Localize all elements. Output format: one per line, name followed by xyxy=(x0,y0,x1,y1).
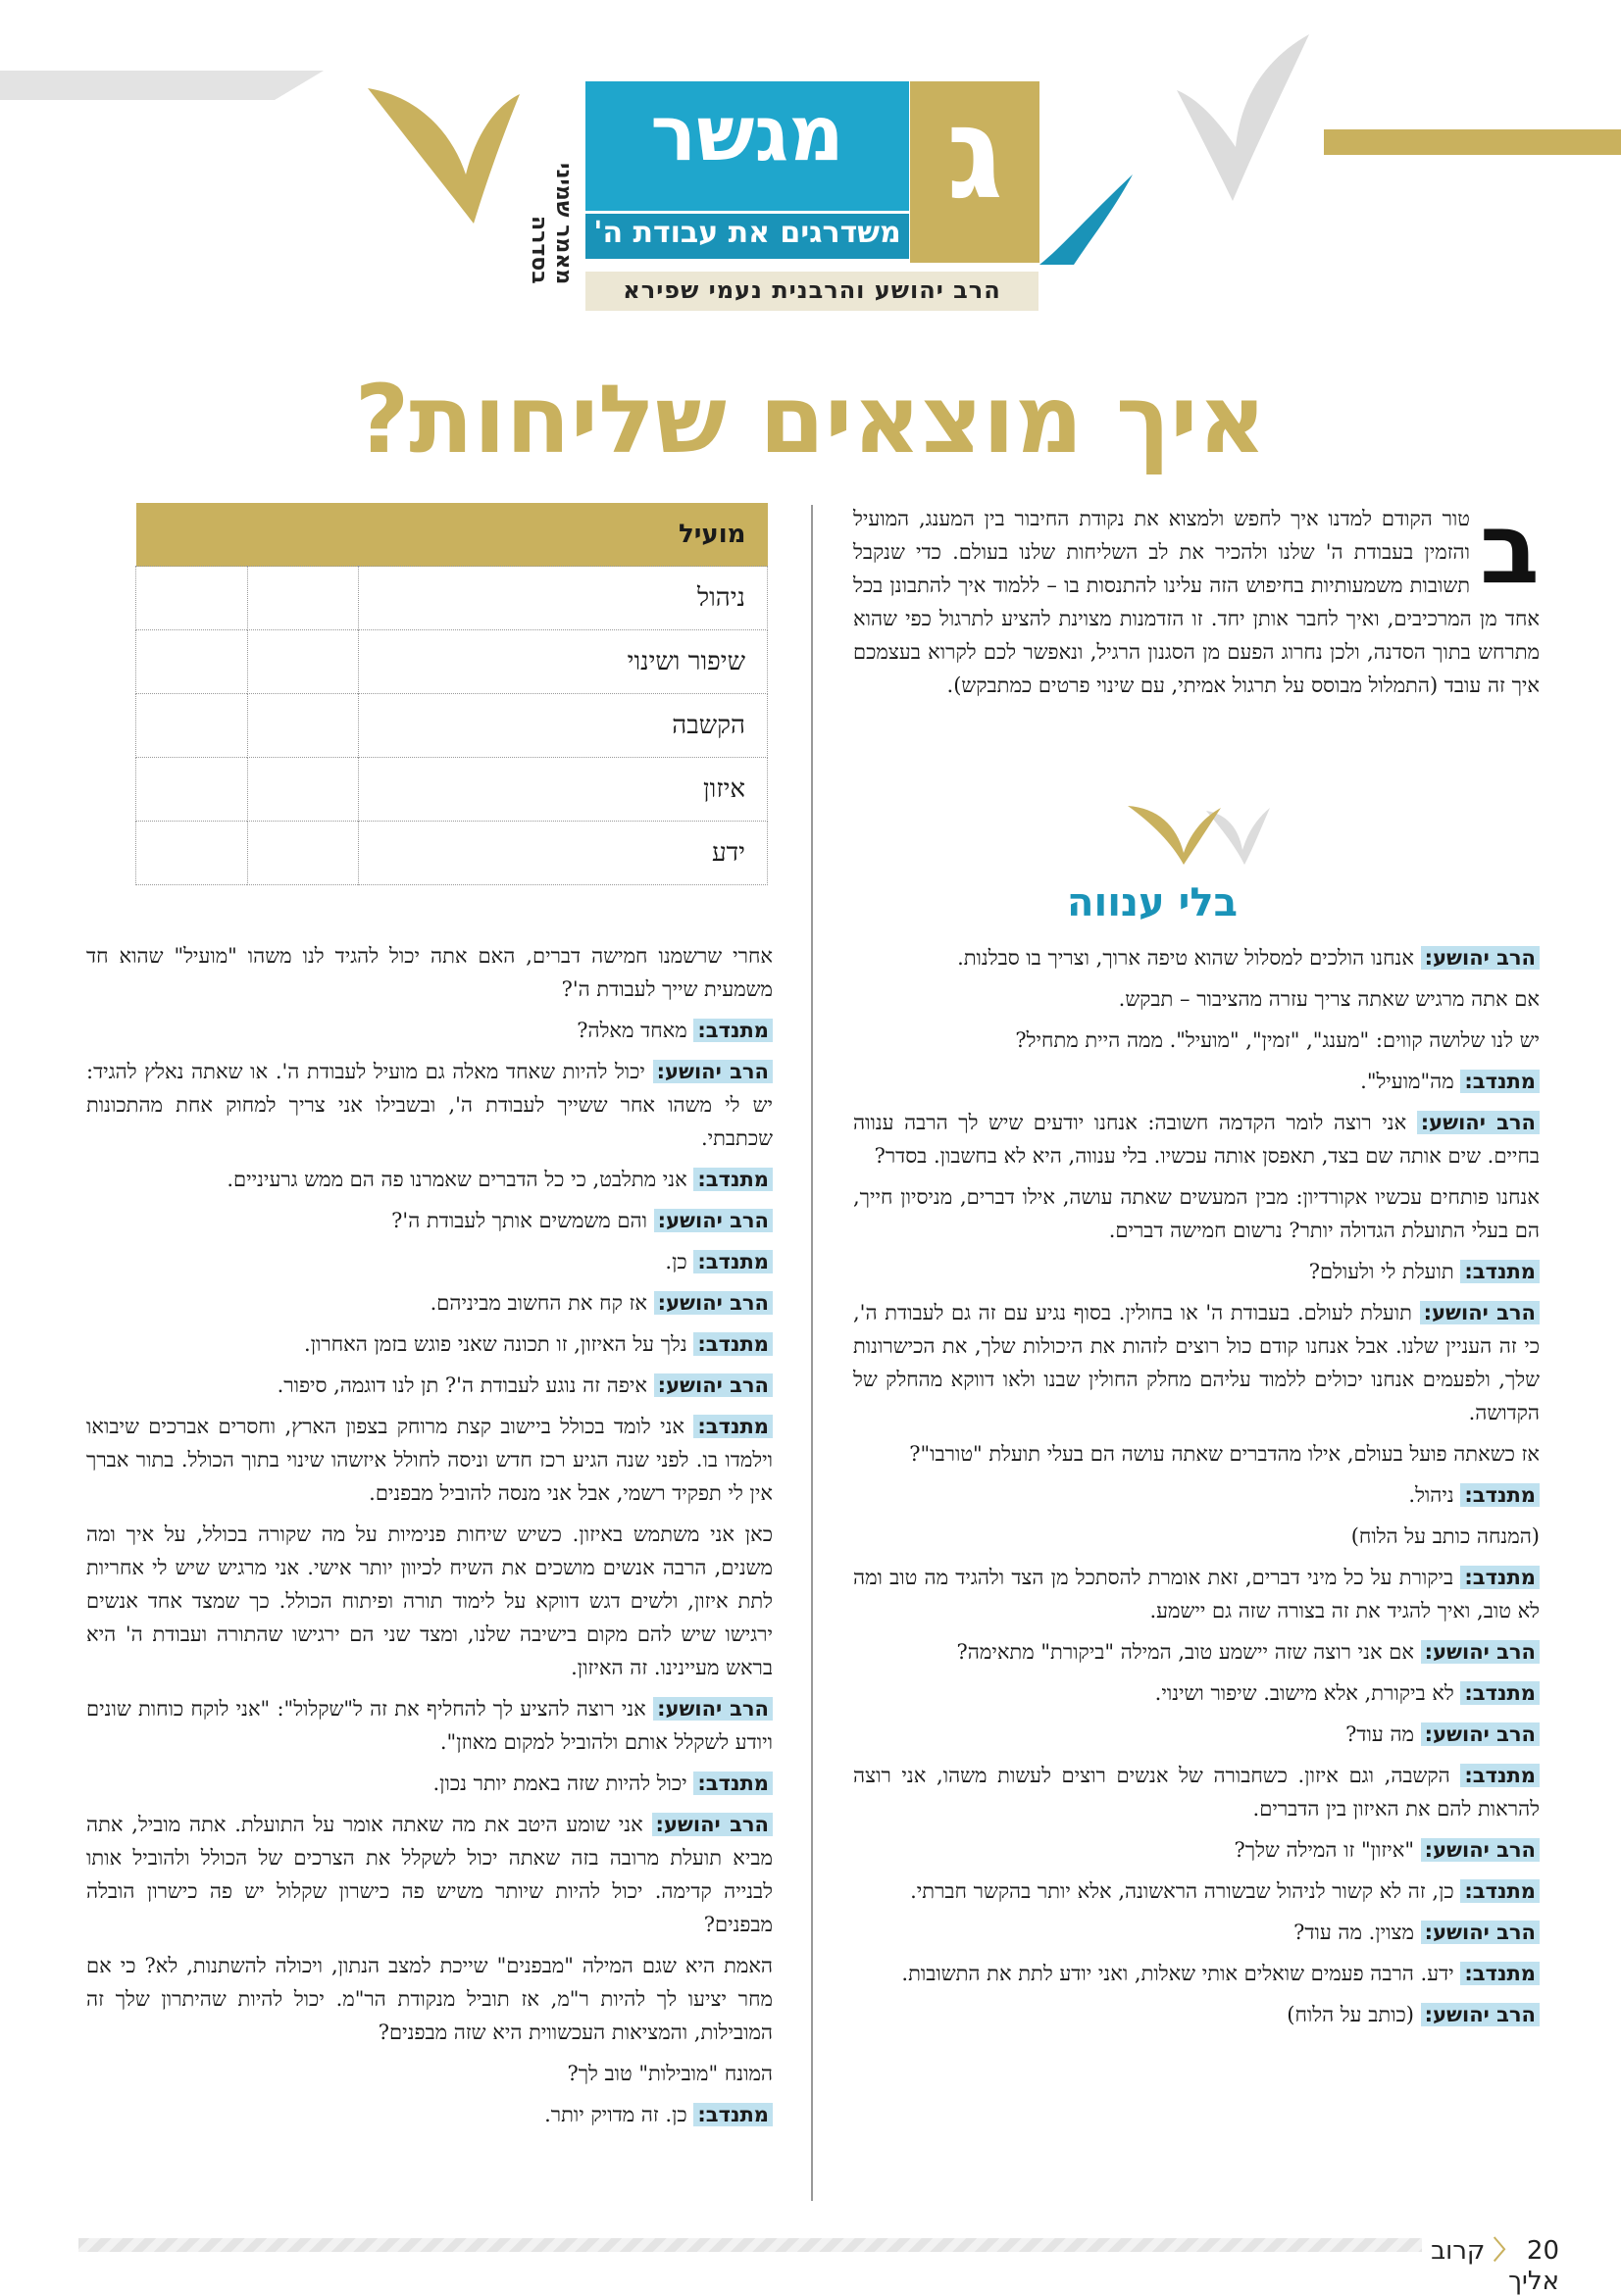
speaker-label: מתנדב: xyxy=(693,1772,773,1795)
dialog-line xyxy=(853,1520,1540,1553)
dialog-text: כאן אני משתמש באיזון. כשיש שיחות פנימיות על מה שקורה בכולל, על איך ומה משנים, הרבה אנשים מושכים את השיח לכיוון יותר אישי. אני מרגיש שיש לי אחריות לתת איזון, ולשים דגש דווקא על לימוד תורה ופיתוח הכולל. כך שמצד אחד אנשים ירגישו שיש להם מקום בישיבה שלנו, ומצד שני הם ירגישו שהתורה ועבודת ה' היא בראש מעיינינו. זה האיזון. xyxy=(86,1522,773,1679)
speaker-label: מתנדב: xyxy=(1460,1764,1540,1787)
speaker-label: מתנדב: xyxy=(1460,1566,1540,1589)
column-divider xyxy=(811,505,813,2201)
dialog-line xyxy=(86,1369,773,1402)
speaker-label: הרב יהושע: xyxy=(1417,1111,1540,1134)
dialog-text: ניהול. xyxy=(1408,1483,1454,1507)
dialog-line xyxy=(853,1023,1540,1057)
table-cell-label: ניהול xyxy=(359,567,768,630)
dialog-line xyxy=(86,1692,773,1759)
dialog-line xyxy=(86,1767,773,1800)
dialog-line xyxy=(853,1833,1540,1867)
table-row xyxy=(136,822,768,885)
table-header-empty xyxy=(247,503,358,567)
dialog-line xyxy=(853,1957,1540,1990)
dialog-line xyxy=(86,1327,773,1361)
dialog-line xyxy=(853,1759,1540,1825)
dialog-line xyxy=(853,1635,1540,1669)
dialog-line xyxy=(86,939,773,1006)
speaker-label: מתנדב: xyxy=(1460,1260,1540,1283)
speaker-label: מתנדב: xyxy=(1460,1483,1540,1507)
dialog-line xyxy=(86,1163,773,1196)
dialog-text: אני רוצה להציע לך להחליף את זה ל"שקלול": "אני לוקח כוחות שונים ויודע לשקלל אותם ולהוביל למקום מאוזן". xyxy=(86,1697,773,1754)
speaker-label: הרב יהושע: xyxy=(654,1373,773,1397)
attributes-table xyxy=(135,503,768,885)
dialog-text: אני מתלבט, כי כל הדברים שאמרנו פה הם ממש גרעיניים. xyxy=(227,1168,687,1191)
dialog-line xyxy=(86,2057,773,2090)
table-row xyxy=(136,567,768,630)
table-cell-empty xyxy=(136,758,248,822)
dialog-text: האמת היא שגם המילה "מבפנים" שייכת למצב הנתון, ויכולה להשתנות, לא? כי אם מחר יציעו לך להיות ר"מ, אז תוביל מנקודת הר"מ. יכול להיות שהיתרון שלך זה המובילות, והמציאות העכשווית היא שזה מבפנים? xyxy=(86,1954,773,2044)
section-birds-icon xyxy=(1123,796,1270,865)
page-title: איך מוצאים שליחות? xyxy=(354,365,1267,474)
dialog-line xyxy=(853,1998,1540,2031)
logo-title: מגשר xyxy=(650,90,844,178)
dialog-text: כן. זה מדויק יותר. xyxy=(544,2103,687,2126)
decorative-bar-right xyxy=(1324,129,1621,155)
dialog-line xyxy=(86,1518,773,1684)
dialog-text: איפה זה נוגע לעבודת ה'? תן לנו דוגמה, סיפור. xyxy=(277,1373,647,1397)
speaker-label: מתנדב: xyxy=(693,1250,773,1273)
table-cell-empty xyxy=(247,822,358,885)
speaker-label: מתנדב: xyxy=(693,1019,773,1042)
dialog-line xyxy=(853,1561,1540,1627)
dialog-text: ביקורת על כל מיני דברים, זאת אומרת להסתכל מן הצד ולהגיד מה טוב ומה לא טוב, ואיך להגיד את זה בצורה שזה גם יישמע. xyxy=(853,1566,1540,1622)
section-title: בלי ענווה xyxy=(1066,880,1238,925)
table-header-row xyxy=(136,503,768,567)
dialog-text: יכול להיות שזה באמת יותר נכון. xyxy=(432,1772,687,1795)
blue-brush-icon xyxy=(1035,167,1142,275)
dialog-text: הקשבה, וגם איזון. כשחבורה של אנשים רוצים לעשות משהו, אני רוצה להראות להם את האיזון בין הדברים. xyxy=(853,1764,1540,1821)
dialog-left-column xyxy=(86,939,773,2139)
dialog-line xyxy=(86,1286,773,1320)
table-cell-empty xyxy=(247,567,358,630)
dialog-text: נלך על האיזון, זו תכונה שאני פוגש בזמן האחרון. xyxy=(304,1332,687,1356)
table-cell-label: ידע xyxy=(359,822,768,885)
decorative-bar-left xyxy=(0,71,275,100)
footer xyxy=(1422,2230,1563,2296)
speaker-label: הרב יהושע: xyxy=(1421,1921,1540,1944)
dialog-line xyxy=(853,982,1540,1016)
dialog-line xyxy=(853,1676,1540,1710)
table-cell-empty xyxy=(247,630,358,694)
dialog-text: "איזון" זו המילה שלך? xyxy=(1234,1838,1414,1862)
speaker-label: הרב יהושע: xyxy=(1421,1838,1540,1862)
dialog-text: אז כשאתה פועל בעולם, אילו מהדברים שאתה עושה הם בעלי תועלת "טורבו"? xyxy=(909,1442,1540,1466)
dialog-text: יכול להיות שאחד מאלה גם מועיל לעבודת ה'. או שאתה נאלץ להגיד: יש לי משהו אחר ששייך לעבודת ה', ובשבילו אני צריך למחוק אחת מהתכונות שכתבתי. xyxy=(86,1060,773,1150)
speaker-label: מתנדב: xyxy=(693,1168,773,1191)
table-header-empty xyxy=(136,503,248,567)
speaker-label: הרב יהושע: xyxy=(1420,1301,1540,1324)
dialog-text: אנחנו הולכים למסלול שהוא טיפה ארוך, וצריך בו סבלנות. xyxy=(957,946,1414,970)
speaker-label: הרב יהושע: xyxy=(1421,2003,1540,2026)
table-cell-label: שיפור ושינוי xyxy=(359,630,768,694)
table-row xyxy=(136,630,768,694)
dialog-line xyxy=(853,1106,1540,1173)
dialog-text: אם אתה מרגיש שאתה צריך עזרה מהציבור – תבקש. xyxy=(1118,987,1540,1011)
dialog-line xyxy=(853,1478,1540,1512)
speaker-label: מתנדב: xyxy=(1460,1879,1540,1903)
table-row xyxy=(136,758,768,822)
dialog-line xyxy=(86,1949,773,2049)
dialog-text: יש לנו שלושה קווים: "מענג", "זמין", "מועיל". ממה היית מתחיל? xyxy=(1015,1028,1540,1052)
dialog-line xyxy=(853,1916,1540,1949)
table-cell-empty xyxy=(247,758,358,822)
dialog-line xyxy=(853,1296,1540,1429)
dialog-text: (המנחה כותב על הלוח) xyxy=(1350,1524,1540,1548)
intro-text: טור הקודם למדנו איך לחפש ולמצוא את נקודת החיבור בין המענג, המועיל והזמין בעבודת ה' שלנו ולהכיר את לב השליחות שלנו בעולם. כדי שנקבל תשובות משמעותיות בחיפוש הזה עלינו להתנסות בו – ללמוד איך להתבונן בכל אחד מן המרכיבים, ואיך לחבר אותן יחד. זו הזדמנות מצוינת להציע לתרגול כפי שהוא מתרחש בתוך הסדנה, ולכן נחרוג הפעם מן הסגנון הרגיל, ונאפשר לכם לקרוא בעצמכם איך זה עובד (התמלול מבוסס על תרגול אמיתי, עם שינוי פרטים כמתבקש). xyxy=(853,507,1540,697)
speaker-label: מתנדב: xyxy=(693,2103,773,2126)
dialog-line xyxy=(86,1245,773,1278)
speaker-label: הרב יהושע: xyxy=(654,1209,773,1232)
dialog-text: מה עוד? xyxy=(1345,1722,1414,1746)
dialog-text: תועלת לי ולעולם? xyxy=(1308,1260,1454,1283)
dialog-text: אני לומד בכולל ביישוב קצת מרוחק בצפון הארץ, וחסרים אברכים שיבואו וילמדו בו. לפני שנה הגיע רכז חדש וניסה לחולל איזשהו שינוי בתוך הכולל. בתור אברך אין לי תפקיד רשמי, אבל אני מנסה להוביל מבפנים. xyxy=(86,1415,773,1505)
table-cell-empty xyxy=(136,567,248,630)
speaker-label: הרב יהושע: xyxy=(1421,1722,1540,1746)
dialog-text: אז קח את החשוב מביניהם. xyxy=(430,1291,647,1315)
gold-bird-icon xyxy=(358,76,525,238)
intro-paragraph xyxy=(853,491,1540,702)
speaker-label: הרב יהושע: xyxy=(653,1697,773,1721)
dialog-text: אני רוצה לומר הקדמה חשובה: אנחנו יודעים שיש לך הרבה ענווה בחיים. שים אותה שם בצד, תאפסן אותה עכשיו. בלי ענווה, היא לא בחשבון. בסדר? xyxy=(853,1111,1540,1168)
dialog-line xyxy=(86,1410,773,1510)
footer-bar xyxy=(78,2238,1520,2252)
magazine-name: קרוב אליך xyxy=(1431,2236,1559,2296)
table-cell-empty xyxy=(247,694,358,758)
dialog-line xyxy=(86,1055,773,1155)
dialog-line xyxy=(853,941,1540,974)
dialog-line xyxy=(86,1014,773,1047)
dialog-line xyxy=(853,1065,1540,1098)
speaker-label: הרב יהושע: xyxy=(1421,1640,1540,1664)
speaker-label: מתנדב: xyxy=(1460,1070,1540,1093)
table-cell-label: איזון xyxy=(359,758,768,822)
dialog-text: מאחד מאלה? xyxy=(577,1019,687,1042)
speaker-label: מתנדב: xyxy=(693,1415,773,1438)
dialog-text: והם משמשים אותך לעבודת ה'? xyxy=(391,1209,647,1232)
dialog-text: אני שומע היטב את מה שאתה אומר על התועלת. אתה מוביל, אתה מביא תועלת מרובה בזה שאתה יכול לשקלל את הצרכים של הכולל ולהוביל אותו לבנייה קדימה. יכול להיות שיותר משיש פה כישרון שקלול יש פה כישרון הובלה מבפנים? xyxy=(86,1813,773,1936)
dialog-line xyxy=(853,1718,1540,1751)
dialog-text: כן. xyxy=(665,1250,687,1273)
dialog-right-column xyxy=(853,941,1540,2039)
dialog-text: המונח "מובילות" טוב לך? xyxy=(567,2062,773,2085)
intro-block xyxy=(853,491,1540,710)
dialog-line xyxy=(853,1437,1540,1471)
table-cell-empty xyxy=(136,630,248,694)
dialog-text: מה"מועיל". xyxy=(1360,1070,1454,1093)
dialog-text: תועלת לעולם. בעבודת ה' או בחולין. בסוף נגיע עם זה גם לעבודת ה', כי זה העניין שלנו. אבל אנחנו קודם כול רוצים לזהות את היכולות שלך, את הכישרונות שלך, ולפעמים אנחנו יכולים ללמוד עליהם מחלק החולין שבנו ולאו דווקא מהחלק של הקדושה. xyxy=(853,1301,1540,1424)
dialog-text: אחרי שרשמנו חמישה דברים, האם אתה יכול להגיד לנו משהו "מועיל" שהוא חד משמעית שייך לעבודת ה'? xyxy=(86,944,773,1001)
table-cell-label: הקשבה xyxy=(359,694,768,758)
dialog-text: (כותב על הלוח) xyxy=(1287,2003,1414,2026)
dialog-text: מצוין. מה עוד? xyxy=(1293,1921,1414,1944)
drop-cap: ב xyxy=(1480,491,1540,606)
dialog-text: אנחנו פותחים עכשיו אקורדיון: מבין המעשים שאתה עושה, אילו דברים, מניסיון חייך, הם בעלי התועלת הגדולה יותר? נרשום חמישה דברים. xyxy=(853,1185,1540,1242)
speaker-label: מתנדב: xyxy=(1460,1962,1540,1985)
table-cell-empty xyxy=(136,694,248,758)
dialog-text: לא ביקורת, אלא מישוב. שיפור ושינוי. xyxy=(1154,1681,1454,1705)
dialog-line xyxy=(853,1874,1540,1908)
table-cell-empty xyxy=(136,822,248,885)
speaker-label: מתנדב: xyxy=(1460,1681,1540,1705)
dialog-line xyxy=(86,1808,773,1941)
decorative-bar-left-tip xyxy=(275,71,324,100)
dialog-line xyxy=(86,2098,773,2131)
gimel-letter: ג xyxy=(945,78,1004,227)
dialog-line xyxy=(853,1255,1540,1288)
dialog-text: כן, זה לא קשור לניהול שבשורה הראשונה, אלא יותר בהקשר חברתי. xyxy=(910,1879,1454,1903)
series-label: מאמר שמיני בסדרה xyxy=(527,162,576,284)
table-header-cell: מועיל xyxy=(359,503,768,567)
page-number: 20 xyxy=(1526,2236,1559,2266)
speaker-label: מתנדב: xyxy=(693,1332,773,1356)
author-line: הרב יהושע והרבנית נעמי שפירא xyxy=(623,276,1001,304)
dialog-line xyxy=(853,1180,1540,1247)
dialog-line xyxy=(86,1204,773,1237)
dialog-text: אם אני רוצה שזה יישמע טוב, המילה "ביקורת" מתאימה? xyxy=(956,1640,1414,1664)
speaker-label: הרב יהושע: xyxy=(654,1291,773,1315)
chevron-icon: 〈 xyxy=(1493,2236,1519,2266)
dialog-text: ידע. הרבה פעמים שואלים אותי שאלות, ואני יודע לתת את התשובות. xyxy=(901,1962,1454,1985)
speaker-label: הרב יהושע: xyxy=(653,1060,773,1083)
speaker-label: הרב יהושע: xyxy=(652,1813,773,1836)
gray-bird-icon xyxy=(1172,29,1319,206)
table-row xyxy=(136,694,768,758)
logo-subtitle: משדרגים את עבודת ה' xyxy=(593,216,901,250)
speaker-label: הרב יהושע: xyxy=(1421,946,1540,970)
